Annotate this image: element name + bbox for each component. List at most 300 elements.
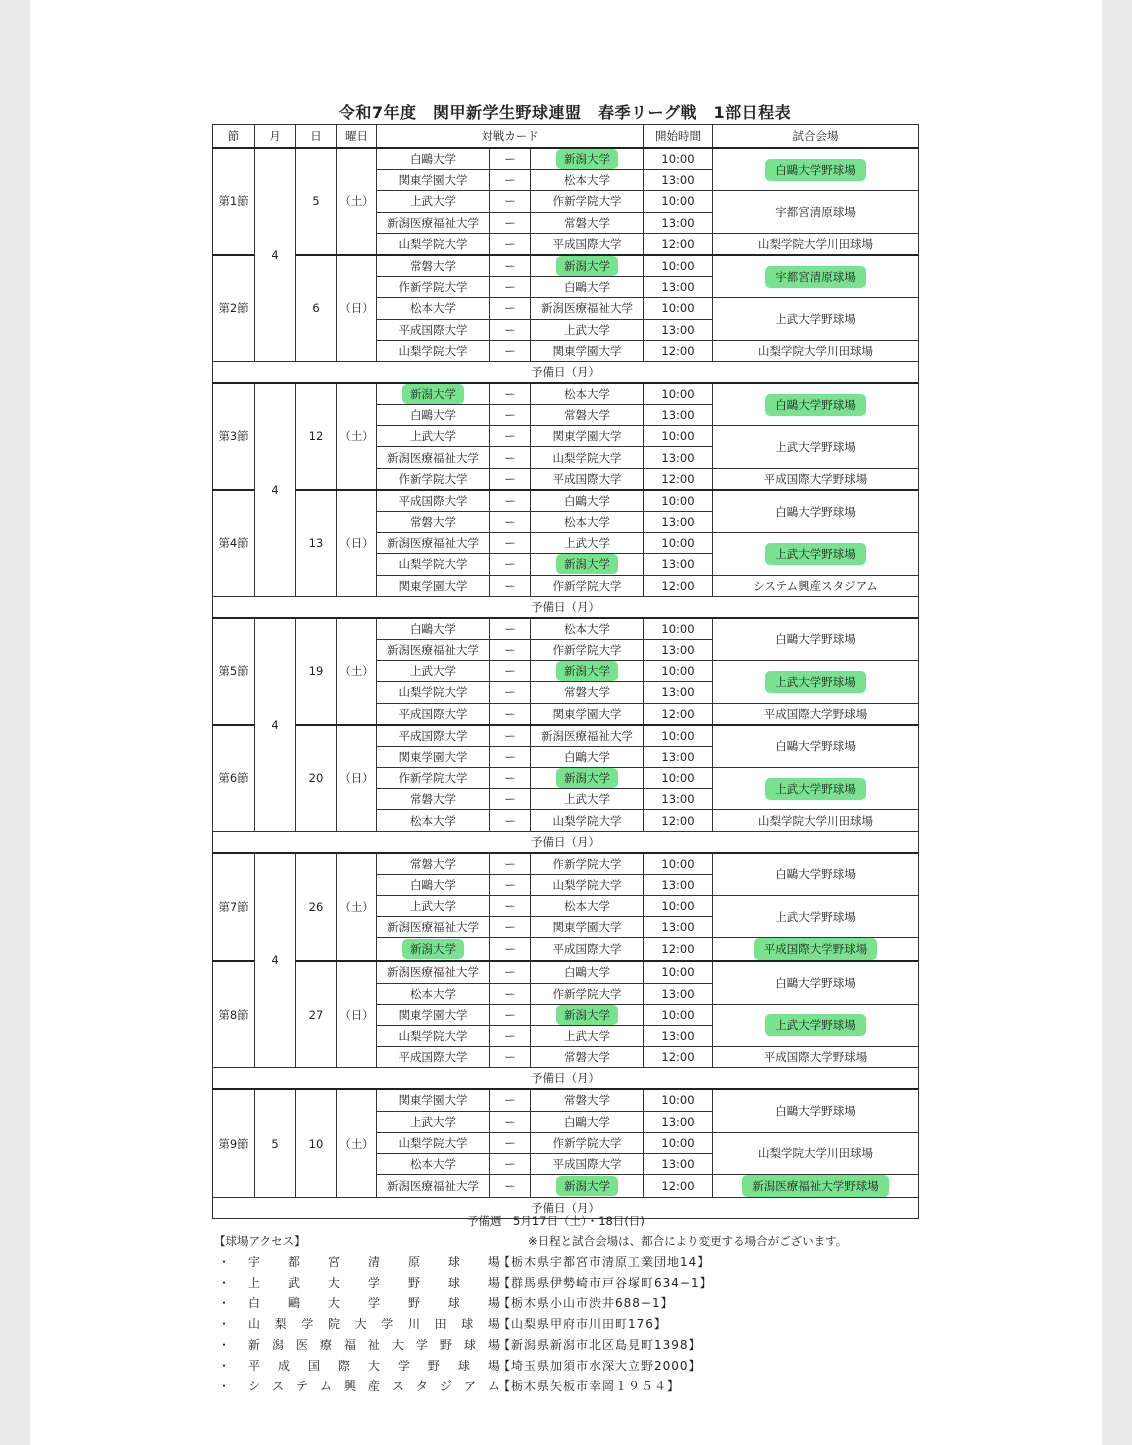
start-time-cell: 13:00	[644, 319, 713, 340]
start-time-cell: 10:00	[644, 725, 713, 747]
match-row	[213, 490, 919, 512]
match-row	[213, 853, 919, 875]
header-setsu: 節	[213, 125, 255, 149]
month-cell: 4	[255, 853, 296, 1068]
home-team-name: 松本大学	[410, 986, 456, 1001]
away-team-cell	[531, 1111, 644, 1132]
start-time-cell: 12:00	[644, 575, 713, 596]
home-team-cell	[377, 533, 490, 554]
home-team-name: 松本大学	[410, 301, 456, 316]
home-team-cell	[377, 789, 490, 810]
start-time-cell: 13:00	[644, 1111, 713, 1132]
away-team-cell	[531, 255, 644, 277]
day-cell: 5	[296, 148, 337, 255]
reserve-day-cell: 予備日（月）	[213, 361, 919, 383]
versus-dash: ー	[490, 1025, 531, 1046]
venue-name: 上武大学野球場	[765, 543, 866, 565]
setsu-cell: 第2節	[213, 255, 255, 361]
home-team-cell	[377, 554, 490, 575]
start-time-cell: 13:00	[644, 983, 713, 1004]
home-team-cell	[377, 447, 490, 468]
home-team-name: 白鷗大学	[410, 152, 456, 167]
away-team-cell	[531, 277, 644, 298]
venue-name: 上武大学野球場	[765, 1014, 866, 1036]
venue-name: 上武大学野球場	[775, 909, 856, 924]
venue-name: 上武大学野球場	[775, 312, 856, 326]
access-address: 【栃木県矢板市幸岡１９５４】	[498, 1379, 681, 1394]
away-team-name: 新潟大学	[556, 1005, 618, 1025]
start-time-cell: 10:00	[644, 533, 713, 554]
header-start-time: 開始時間	[644, 125, 713, 149]
home-team-name: 松本大学	[410, 813, 456, 828]
start-time-cell: 10:00	[644, 768, 713, 789]
day-cell: 19	[296, 618, 337, 725]
setsu-cell: 第3節	[213, 383, 255, 490]
home-team-cell	[377, 212, 490, 233]
match-row	[213, 255, 919, 277]
away-team-name: 常磐大学	[564, 408, 610, 423]
venue-name: 平成国際大学野球場	[754, 938, 878, 960]
home-team-cell	[377, 319, 490, 340]
home-team-name: 山梨学院大学	[398, 685, 468, 700]
away-team-name: 常磐大学	[564, 1050, 610, 1065]
away-team-name: 上武大学	[564, 792, 610, 807]
home-team-cell	[377, 1025, 490, 1046]
away-team-cell	[531, 853, 644, 875]
weekday-cell: （日）	[337, 725, 377, 831]
home-team-name: 新潟医療福祉大学	[387, 920, 479, 935]
venue-cell	[713, 961, 919, 1004]
away-team-name: 新潟大学	[556, 768, 618, 788]
weekday-cell: （土）	[337, 148, 377, 255]
home-team-name: 新潟医療福祉大学	[387, 643, 479, 658]
home-team-cell	[377, 768, 490, 789]
versus-dash: ー	[490, 725, 531, 747]
versus-dash: ー	[490, 768, 531, 789]
versus-dash: ー	[490, 874, 531, 895]
match-row	[213, 961, 919, 983]
venue-cell	[713, 340, 919, 361]
away-team-name: 松本大学	[564, 899, 610, 914]
versus-dash: ー	[490, 896, 531, 917]
venue-cell	[713, 490, 919, 533]
start-time-cell: 10:00	[644, 191, 713, 212]
reserve-day-cell: 予備日（月）	[213, 1068, 919, 1090]
home-team-name: 関東学園大学	[398, 749, 468, 764]
home-team-name: 新潟医療福祉大学	[387, 215, 479, 230]
venue-cell	[713, 233, 919, 255]
schedule-table	[212, 124, 919, 1219]
home-team-name: 新潟医療福祉大学	[387, 536, 479, 551]
start-time-cell: 13:00	[644, 1153, 713, 1174]
header-weekday: 曜日	[337, 125, 377, 149]
venue-cell	[713, 1175, 919, 1198]
away-team-name: 新潟大学	[556, 256, 618, 276]
versus-dash: ー	[490, 938, 531, 962]
venue-cell	[713, 618, 919, 661]
venue-cell	[713, 148, 919, 191]
home-team-name: 平成国際大学	[398, 493, 468, 508]
start-time-cell: 10:00	[644, 618, 713, 640]
venue-cell	[713, 725, 919, 768]
home-team-cell	[377, 853, 490, 875]
home-team-cell	[377, 746, 490, 767]
away-team-name: 新潟医療福祉大学	[541, 301, 633, 316]
away-team-name: 新潟大学	[556, 661, 618, 681]
access-venue-name: 平 成 国 際 大 学 野 球 場	[248, 1358, 500, 1373]
start-time-cell: 12:00	[644, 703, 713, 725]
home-team-cell	[377, 1004, 490, 1025]
day-cell: 27	[296, 961, 337, 1067]
away-team-cell	[531, 810, 644, 831]
home-team-name: 上武大学	[410, 429, 456, 444]
venue-cell	[713, 938, 919, 962]
versus-dash: ー	[490, 917, 531, 938]
access-venue-name: 山 梨 学 院 大 学 川 田 球 場	[248, 1317, 500, 1332]
start-time-cell: 10:00	[644, 1004, 713, 1025]
setsu-cell: 第1節	[213, 148, 255, 255]
home-team-cell	[377, 255, 490, 277]
away-team-name: 白鷗大学	[564, 749, 610, 764]
match-row	[213, 383, 919, 405]
access-venue-name: 宇 都 宮 清 原 球 場	[248, 1255, 500, 1269]
versus-dash: ー	[490, 1153, 531, 1174]
venue-name: 白鷗大学野球場	[775, 976, 856, 991]
away-team-cell	[531, 512, 644, 533]
bullet: ・	[218, 1358, 231, 1373]
away-team-name: 新潟大学	[556, 554, 618, 574]
reserve-week: 予備週 5月17日（土）・18日(日)	[467, 1214, 645, 1228]
versus-dash: ー	[490, 1132, 531, 1153]
home-team-name: 関東学園大学	[398, 1093, 468, 1108]
home-team-cell	[377, 810, 490, 831]
away-team-name: 山梨学院大学	[552, 450, 622, 465]
weekday-cell: （土）	[337, 1089, 377, 1197]
start-time-cell: 12:00	[644, 233, 713, 255]
versus-dash: ー	[490, 255, 531, 277]
setsu-cell: 第4節	[213, 490, 255, 596]
venue-cell	[713, 896, 919, 938]
venue-name: システム興産スタジアム	[753, 578, 878, 593]
home-team-name: 山梨学院大学	[398, 1135, 468, 1150]
header-matchup: 対戦カード	[377, 125, 644, 149]
away-team-cell	[531, 319, 644, 340]
away-team-name: 常磐大学	[564, 1093, 610, 1108]
access-address: 【山梨県甲府市川田町176】	[498, 1317, 667, 1332]
home-team-name: 関東学園大学	[398, 173, 468, 188]
away-team-cell	[531, 1025, 644, 1046]
home-team-name: 山梨学院大学	[398, 343, 468, 358]
start-time-cell: 13:00	[644, 447, 713, 468]
home-team-cell	[377, 490, 490, 512]
venue-name: 白鷗大学野球場	[775, 632, 856, 647]
venue-name: 上武大学野球場	[775, 439, 856, 454]
start-time-cell: 10:00	[644, 896, 713, 917]
home-team-cell	[377, 725, 490, 747]
versus-dash: ー	[490, 1089, 531, 1111]
venue-cell	[713, 255, 919, 298]
away-team-name: 山梨学院大学	[552, 813, 622, 828]
away-team-name: 松本大学	[564, 515, 610, 530]
day-cell: 13	[296, 490, 337, 596]
versus-dash: ー	[490, 618, 531, 640]
start-time-cell: 13:00	[644, 874, 713, 895]
versus-dash: ー	[490, 961, 531, 983]
versus-dash: ー	[490, 426, 531, 447]
header-venue: 試合会場	[713, 125, 919, 149]
start-time-cell: 13:00	[644, 277, 713, 298]
home-team-cell	[377, 233, 490, 255]
venue-name: 山梨学院大学川田球場	[758, 236, 873, 251]
venue-name: 平成国際大学野球場	[763, 1050, 868, 1065]
away-team-cell	[531, 191, 644, 212]
away-team-cell	[531, 170, 644, 191]
away-team-cell	[531, 1132, 644, 1153]
versus-dash: ー	[490, 639, 531, 660]
start-time-cell: 10:00	[644, 661, 713, 682]
header-day: 日	[296, 125, 337, 149]
access-venue-name: シ ス テ ム 興 産 ス タ ジ ア ム	[248, 1379, 500, 1394]
away-team-name: 作新学院大学	[552, 578, 622, 593]
away-team-cell	[531, 554, 644, 575]
setsu-cell: 第8節	[213, 961, 255, 1067]
away-team-cell	[531, 426, 644, 447]
venue-cell	[713, 426, 919, 468]
home-team-cell	[377, 383, 490, 405]
versus-dash: ー	[490, 554, 531, 575]
reserve-day-row	[213, 361, 919, 383]
away-team-cell	[531, 1153, 644, 1174]
venue-cell	[713, 191, 919, 233]
header-month: 月	[255, 125, 296, 149]
versus-dash: ー	[490, 191, 531, 212]
away-team-name: 上武大学	[564, 322, 610, 337]
home-team-name: 新潟大学	[402, 384, 464, 404]
venue-cell	[713, 810, 919, 831]
versus-dash: ー	[490, 468, 531, 490]
versus-dash: ー	[490, 1111, 531, 1132]
bullet: ・	[218, 1337, 231, 1352]
home-team-cell	[377, 1047, 490, 1068]
away-team-cell	[531, 983, 644, 1004]
versus-dash: ー	[490, 277, 531, 298]
month-cell: 4	[255, 618, 296, 831]
venue-name: 平成国際大学野球場	[763, 706, 868, 721]
venue-cell	[713, 383, 919, 426]
away-team-cell	[531, 639, 644, 660]
away-team-cell	[531, 405, 644, 426]
away-team-name: 関東学園大学	[552, 429, 622, 444]
day-cell: 26	[296, 853, 337, 962]
reserve-day-cell: 予備日（月）	[213, 596, 919, 618]
away-team-cell	[531, 896, 644, 917]
start-time-cell: 13:00	[644, 554, 713, 575]
home-team-name: 上武大学	[410, 194, 456, 209]
home-team-name: 白鷗大学	[410, 408, 456, 423]
home-team-cell	[377, 983, 490, 1004]
bullet: ・	[218, 1317, 231, 1332]
away-team-name: 新潟医療福祉大学	[541, 728, 633, 743]
venue-name: 宇都宮清原球場	[765, 266, 866, 288]
versus-dash: ー	[490, 212, 531, 233]
home-team-cell	[377, 682, 490, 703]
setsu-cell: 第9節	[213, 1089, 255, 1197]
versus-dash: ー	[490, 1175, 531, 1198]
away-team-cell	[531, 746, 644, 767]
home-team-name: 山梨学院大学	[398, 557, 468, 572]
away-team-name: 作新学院大学	[552, 986, 622, 1001]
away-team-name: 関東学園大学	[552, 920, 622, 935]
away-team-name: 常磐大学	[564, 685, 610, 700]
venue-name: 白鷗大学野球場	[775, 504, 856, 519]
away-team-name: 上武大学	[564, 536, 610, 551]
versus-dash: ー	[490, 533, 531, 554]
start-time-cell: 10:00	[644, 148, 713, 170]
away-team-cell	[531, 917, 644, 938]
home-team-name: 作新学院大学	[398, 771, 468, 786]
away-team-cell	[531, 212, 644, 233]
away-team-name: 白鷗大学	[564, 280, 610, 295]
away-team-cell	[531, 618, 644, 640]
venue-name: 宇都宮清原球場	[775, 205, 856, 220]
start-time-cell: 12:00	[644, 938, 713, 962]
away-team-cell	[531, 468, 644, 490]
month-cell: 4	[255, 383, 296, 596]
away-team-name: 関東学園大学	[552, 706, 622, 721]
access-venue-name: 上 武 大 学 野 球 場	[248, 1275, 500, 1290]
start-time-cell: 10:00	[644, 1089, 713, 1111]
away-team-name: 松本大学	[564, 621, 610, 636]
away-team-name: 関東学園大学	[552, 343, 622, 358]
start-time-cell: 10:00	[644, 298, 713, 319]
weekday-cell: （日）	[337, 961, 377, 1067]
home-team-name: 常磐大学	[410, 856, 456, 871]
start-time-cell: 10:00	[644, 490, 713, 512]
home-team-cell	[377, 1111, 490, 1132]
away-team-cell	[531, 233, 644, 255]
venue-cell	[713, 703, 919, 725]
home-team-name: 作新学院大学	[398, 471, 468, 486]
start-time-cell: 12:00	[644, 1047, 713, 1068]
away-team-name: 白鷗大学	[564, 1114, 610, 1129]
weekday-cell: （土）	[337, 618, 377, 725]
versus-dash: ー	[490, 447, 531, 468]
versus-dash: ー	[490, 1004, 531, 1025]
home-team-cell	[377, 170, 490, 191]
home-team-name: 常磐大学	[410, 792, 456, 807]
setsu-cell: 第5節	[213, 618, 255, 725]
away-team-name: 白鷗大学	[564, 965, 610, 980]
away-team-cell	[531, 1089, 644, 1111]
bullet: ・	[218, 1379, 231, 1394]
day-cell: 12	[296, 383, 337, 490]
home-team-name: 常磐大学	[410, 259, 456, 274]
day-cell: 20	[296, 725, 337, 831]
home-team-cell	[377, 639, 490, 660]
venue-cell	[713, 1132, 919, 1174]
away-team-cell	[531, 340, 644, 361]
away-team-name: 上武大学	[564, 1029, 610, 1044]
start-time-cell: 13:00	[644, 405, 713, 426]
versus-dash: ー	[490, 512, 531, 533]
away-team-name: 松本大学	[564, 386, 610, 401]
home-team-name: 平成国際大学	[398, 706, 468, 721]
venue-name: 山梨学院大学川田球場	[758, 1146, 873, 1161]
venue-cell	[713, 1089, 919, 1132]
away-team-name: 作新学院大学	[552, 643, 622, 658]
venue-name: 白鷗大学野球場	[775, 867, 856, 882]
start-time-cell: 10:00	[644, 255, 713, 277]
match-row	[213, 618, 919, 640]
start-time-cell: 13:00	[644, 212, 713, 233]
access-venue-name: 白 鷗 大 学 野 球 場	[248, 1296, 500, 1311]
home-team-cell	[377, 340, 490, 361]
schedule-title: 令和7年度 関甲新学生野球連盟 春季リーグ戦 1部日程表	[338, 103, 792, 122]
venue-cell	[713, 298, 919, 340]
home-team-name: 山梨学院大学	[398, 236, 468, 251]
away-team-name: 平成国際大学	[552, 236, 622, 251]
away-team-name: 白鷗大学	[564, 493, 610, 508]
away-team-cell	[531, 661, 644, 682]
venue-name: 新潟医療福祉大学野球場	[742, 1175, 889, 1197]
versus-dash: ー	[490, 1047, 531, 1068]
away-team-cell	[531, 533, 644, 554]
venue-cell	[713, 575, 919, 596]
versus-dash: ー	[490, 789, 531, 810]
home-team-name: 常磐大学	[410, 515, 456, 530]
home-team-name: 新潟医療福祉大学	[387, 965, 479, 980]
away-team-name: 平成国際大学	[552, 942, 622, 957]
versus-dash: ー	[490, 340, 531, 361]
access-address: 【栃木県小山市渋井688−1】	[498, 1296, 674, 1311]
away-team-cell	[531, 148, 644, 170]
home-team-cell	[377, 298, 490, 319]
home-team-cell	[377, 148, 490, 170]
day-cell: 6	[296, 255, 337, 361]
access-address: 【新潟県新潟市北区島見町1398】	[498, 1337, 702, 1352]
home-team-name: 上武大学	[410, 1114, 456, 1129]
versus-dash: ー	[490, 298, 531, 319]
header-row	[213, 125, 919, 149]
home-team-cell	[377, 1175, 490, 1198]
start-time-cell: 12:00	[644, 340, 713, 361]
home-team-name: 平成国際大学	[398, 1050, 468, 1065]
start-time-cell: 13:00	[644, 170, 713, 191]
weekday-cell: （日）	[337, 490, 377, 596]
venue-cell	[713, 853, 919, 896]
away-team-name: 常磐大学	[564, 215, 610, 230]
home-team-name: 山梨学院大学	[398, 1029, 468, 1044]
bullet: ・	[218, 1275, 231, 1290]
bullet: ・	[218, 1255, 231, 1269]
versus-dash: ー	[490, 490, 531, 512]
away-team-cell	[531, 575, 644, 596]
away-team-name: 松本大学	[564, 173, 610, 188]
away-team-name: 平成国際大学	[552, 1156, 622, 1171]
home-team-cell	[377, 468, 490, 490]
start-time-cell: 10:00	[644, 383, 713, 405]
home-team-cell	[377, 1153, 490, 1174]
home-team-cell	[377, 874, 490, 895]
setsu-cell: 第6節	[213, 725, 255, 831]
away-team-cell	[531, 298, 644, 319]
home-team-cell	[377, 191, 490, 212]
away-team-cell	[531, 789, 644, 810]
away-team-cell	[531, 682, 644, 703]
start-time-cell: 10:00	[644, 961, 713, 983]
home-team-name: 上武大学	[410, 899, 456, 914]
start-time-cell: 10:00	[644, 853, 713, 875]
